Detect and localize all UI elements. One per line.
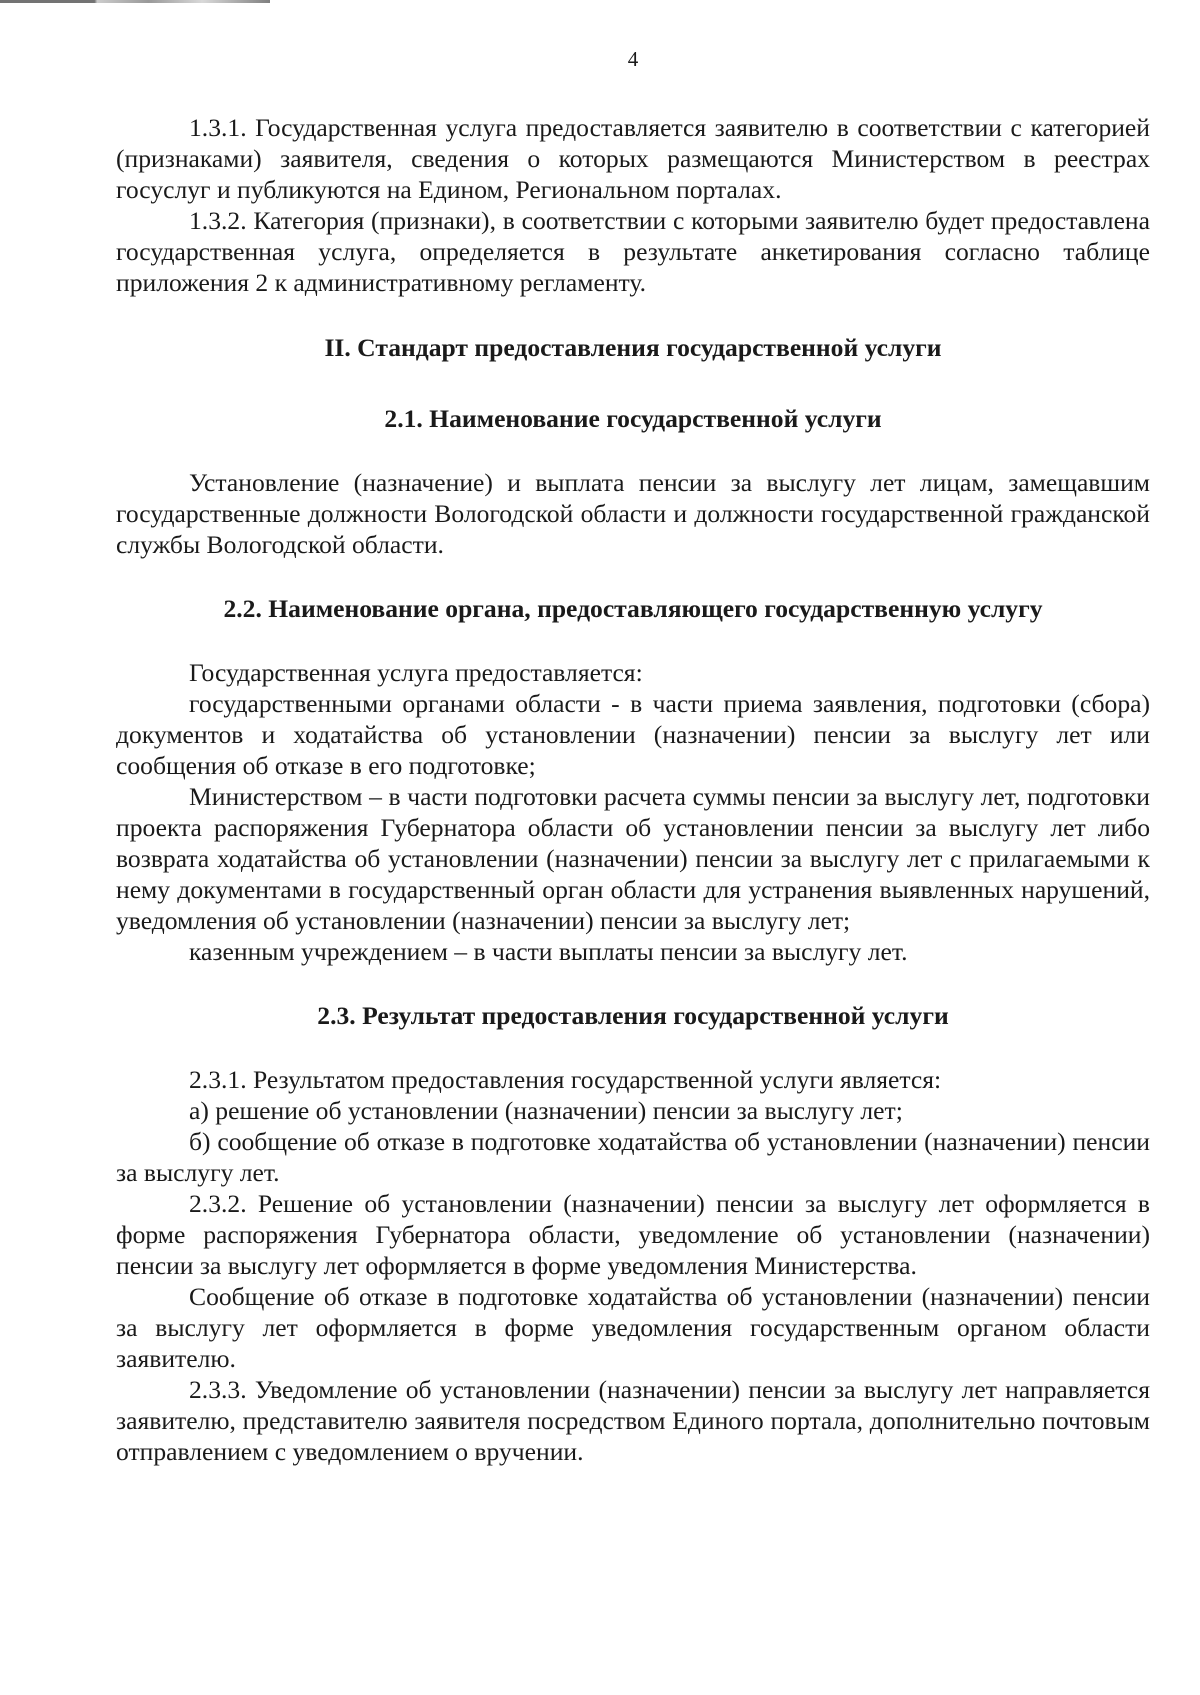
section-2-3-title: 2.3. Результат предоставления государственной услуги <box>317 1001 949 1030</box>
paragraph-2-2-ministry: Министерством – в части подготовки расчета суммы пенсии за выслугу лет, подготовки проекта распоряжения Губернатора области об установлении пенсии за выслугу лет либо возврата ходатайства об установлении (назначении) пенсии за выслугу лет с прилагаемыми к нему документами в государственный орган области для устранения выявленных нарушений, уведомления об установлении (назначении) пенсии за выслугу лет; <box>116 782 1150 935</box>
paragraph-2-3-1: 2.3.1. Результатом предоставления государственной услуги является: <box>189 1065 942 1094</box>
scan-edge-artifact <box>0 0 270 3</box>
paragraph-2-3-3: 2.3.3. Уведомление об установлении (назначении) пенсии за выслугу лет направляется заявителю, представителю заявителя посредством Единого портала, дополнительно почтовым отправлением с уведомлением о вручении. <box>116 1375 1150 1466</box>
paragraph-2-2-institution: казенным учреждением – в части выплаты пенсии за выслугу лет. <box>189 937 908 966</box>
paragraph-2-3-1-b: б) сообщение об отказе в подготовке ходатайства об установлении (назначении) пенсии за выслугу лет. <box>116 1127 1150 1187</box>
paragraph-2-3-2-refusal: Сообщение об отказе в подготовке ходатайства об установлении (назначении) пенсии за выслугу лет оформляется в форме уведомления государственным органом области заявителю. <box>116 1282 1150 1373</box>
paragraph-1-3-1: 1.3.1. Государственная услуга предоставляется заявителю в соответствии с категорией (признаками) заявителя, сведения о которых размещаются Министерством в реестрах госуслуг и публикуются на Едином, Региональном порталах. <box>116 113 1150 204</box>
page-number: 4 <box>627 47 639 71</box>
document-body <box>116 112 1150 1467</box>
paragraph-2-3-1-a: а) решение об установлении (назначении) пенсии за выслугу лет; <box>189 1096 903 1125</box>
paragraph-2-2-intro: Государственная услуга предоставляется: <box>189 658 643 687</box>
section-2-1-title: 2.1. Наименование государственной услуги <box>384 404 882 433</box>
section-ii-title: II. Стандарт предоставления государственной услуги <box>324 333 942 362</box>
section-2-2-title: 2.2. Наименование органа, предоставляющего государственную услугу <box>223 594 1043 623</box>
paragraph-2-2-state-bodies: государственными органами области - в части приема заявления, подготовки (сбора) документов и ходатайства об установлении (назначении) пенсии за выслугу лет или сообщения об отказе в его подготовке; <box>116 689 1150 780</box>
paragraph-2-1-text: Установление (назначение) и выплата пенсии за выслугу лет лицам, замещавшим государственные должности Вологодской области и должности государственной гражданской службы Вологодской области. <box>116 468 1150 559</box>
paragraph-2-3-2: 2.3.2. Решение об установлении (назначении) пенсии за выслугу лет оформляется в форме распоряжения Губернатора области, уведомление об установлении (назначении) пенсии за выслугу лет оформляется в форме уведомления Министерства. <box>116 1189 1150 1280</box>
paragraph-1-3-2: 1.3.2. Категория (признаки), в соответствии с которыми заявителю будет предоставлена государственная услуга, определяется в результате анкетирования согласно таблице приложения 2 к административному регламенту. <box>116 206 1150 297</box>
